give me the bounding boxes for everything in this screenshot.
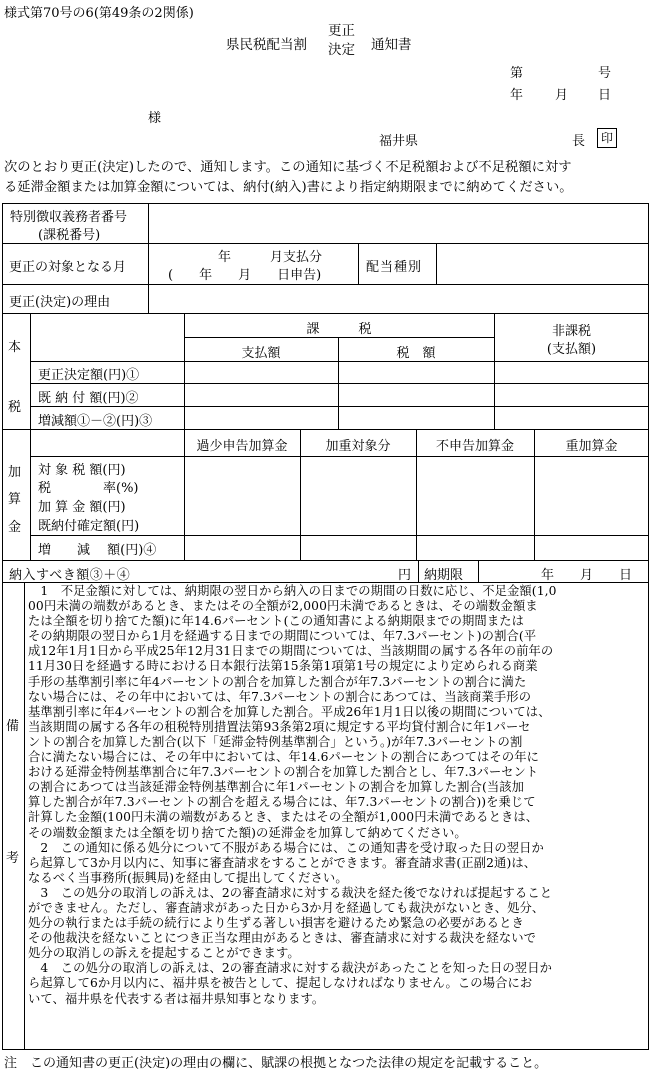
note-line: おける延滞金特例基準割合に年7.3パーセントの割合を加算した割合とし、年7.3パーセント: [28, 765, 539, 780]
side-label-zei: 税: [8, 400, 22, 415]
label-deadline: 納期限: [424, 568, 464, 583]
side-label-ko: 考: [6, 851, 20, 866]
header-underreport-penalty: 過少申告加算金: [196, 439, 288, 454]
note-line: ら起算して6か月以内に、福井県を被告として、提起しなければなりません。この場合にお: [28, 976, 533, 991]
row-paid-amount: 既 納 付 額(円)②: [38, 391, 139, 406]
row-penalty-amount: 加 算 金 額(円): [38, 500, 126, 515]
footnote: 注 この通知書の更正(決定)の理由の欄に、賦課の根拠となつた法律の規定を記載すること。: [4, 1056, 548, 1071]
note-line: 3 この処分の取消しの訴えは、2の審査請求に対する裁決を経た後でなければ提起すること: [28, 885, 553, 900]
header-taxable: 課 税: [306, 322, 372, 337]
label-tax-number: (課税番号): [38, 228, 101, 243]
note-line: 00円未満の端数があるとき、またはその全額が2,000円未満であるときは、その端数金額ま: [28, 599, 538, 614]
label-reason: 更正(決定)の理由: [9, 295, 111, 310]
note-line: 手形の基準割引率に年4パーセントの割合を加算した割合が年7.3パーセントの割合に満た: [28, 674, 527, 689]
note-line: ができません。ただし、審査請求があった日から3か月を経過しても裁決がないとき、処分、: [28, 900, 545, 915]
header-nontaxable-sub: (支払額): [546, 342, 597, 357]
intro-line-2: る延滞金額または加算金額については、納付(納入)書により指定納期限までに納めてください。: [4, 180, 573, 195]
header-tax-amount: 税 額: [396, 346, 436, 361]
note-line: 処分の執行または手続の続行により生ずる著しい損害を避けるため緊急の必要があるとき: [28, 916, 524, 931]
date-month: 月: [555, 88, 569, 103]
label-dividend-type: 配当種別: [366, 260, 423, 275]
title-right: 通知書: [371, 37, 412, 53]
note-line: 1 不足金額に対しては、納期限の翌日から納入の日までの期間の日数に応じ、不足金額(1,0: [28, 584, 557, 598]
row-increase-decrease: 増 減 額(円)④: [38, 543, 157, 558]
note-line: その他裁決を経ないことにつき正当な理由があるときは、審査請求に対する裁決を経ないで: [28, 931, 537, 946]
label-target-month: 更正の対象となる月: [9, 260, 127, 275]
note-line: 合に満たない場合には、その年中においては、年14.6パーセントの割合にあつてはその年に: [28, 750, 540, 765]
row-target-tax: 対 象 税 額(円): [38, 463, 126, 478]
side-label-bi: 備: [6, 719, 20, 734]
side-label-kin: 金: [8, 520, 22, 535]
note-line: 11月30日を経過する時における日本銀行法第15条第1項第1号の規定により定められる商業: [28, 659, 538, 674]
target-payment-month: 年 月支払分: [218, 250, 323, 265]
note-line: なるべく当事務所(振興局)を経由して提出してください。: [28, 870, 348, 885]
side-label-ka: 加: [8, 465, 22, 480]
date-day: 日: [598, 88, 612, 103]
note-line: 4 この処分の取消しの訴えは、2の審査請求に対する裁決があったことを知った日の翌日か: [28, 961, 552, 976]
note-line: 算した割合が年7.3パーセントの割合を超える場合には、年7.3パーセントの割合))を乗じて: [28, 795, 536, 810]
notes-body: [28, 584, 648, 1007]
label-withholding-number: 特別徴収義務者番号: [10, 210, 128, 225]
note-line: その納期限の翌日から1月を経過する日までの期間については、年7.3パーセント)の割合(平: [28, 629, 537, 644]
note-line: 基準割引率に年4パーセントの割合を加算した割合。平成26年1月1日以後の期間については、: [28, 704, 551, 719]
row-paid-confirmed: 既納付確定額(円): [38, 519, 140, 534]
header-nonfiling-penalty: 不申告加算金: [435, 439, 514, 454]
issuer-title: 長: [572, 134, 586, 149]
note-line: 計算した金額(100円未満の端数があるとき、またはその全額が1,000円未満であるときは、: [28, 810, 539, 825]
issuer-prefecture: 福井県: [379, 134, 419, 149]
row-difference: 増減額①－②(円)③: [38, 414, 153, 429]
date-year: 年: [510, 88, 524, 103]
note-line: の割合にあつては当該延滞金特例基準割合に年1パーセントの割合を加算した割合(当該加: [28, 780, 525, 795]
note-line: 処分の取消しの訴えを提起することができます。: [28, 946, 300, 961]
title-left: 県民税配当割: [226, 37, 307, 53]
header-heavy-target: 加重対象分: [325, 439, 391, 454]
target-filing-date: ( 年 月 日申告): [168, 268, 322, 283]
note-line: 2 この通知に係る処分について不服がある場合には、この通知書を受け取った日の翌日か: [28, 840, 544, 855]
row-tax-rate: 税 率(%): [38, 481, 139, 496]
note-line: たは全額を切り捨てた額)に年14.6パーセント(この通知書による納期限までの期間または: [28, 614, 525, 629]
note-line: その端数金額または全額を切り捨てた額)の延滞金を加算して納めてください。: [28, 825, 467, 840]
form-number: 様式第70号の6(第49条の2関係): [4, 6, 194, 21]
seal-mark: 印: [597, 128, 617, 148]
note-line: いて、福井県を代表する者は福井県知事となります。: [28, 991, 325, 1006]
side-label-hon: 本: [8, 340, 22, 355]
label-amount-due: 納入すべき額③＋④: [9, 568, 131, 583]
note-line: ない場合には、その年中においては、年7.3パーセントの割合にあつては、当該商業手形の: [28, 689, 532, 704]
header-nontaxable: 非課税: [551, 324, 591, 339]
amount-unit-yen: 円: [398, 568, 412, 583]
doc-no-suffix: 号: [598, 66, 612, 81]
side-label-san: 算: [8, 492, 22, 507]
header-heavy-penalty: 重加算金: [565, 439, 618, 454]
note-line: 当該期間の属する各年の租税特別措置法第93条第2項に規定する平均貸付割合に年1パーセ: [28, 719, 531, 734]
deadline-date: 年 月 日: [541, 568, 633, 583]
header-payment-amount: 支払額: [241, 346, 281, 361]
doc-no-prefix: 第: [510, 66, 524, 81]
row-corrected-amount: 更正決定額(円)①: [38, 368, 140, 383]
note-line: ら起算して3か月以内に、知事に審査請求をすることができます。審査請求書(正副2通)は、: [28, 855, 537, 870]
title-correction: 更正: [328, 23, 355, 39]
note-line: 成12年1月1日から平成25年12月31日までの期間については、当該期間の属する各年の前年の: [28, 644, 554, 659]
note-line: ントの割合を加算した割合(以下「延滞金特例基準割合」という。)が年7.3パーセントの割: [28, 734, 523, 749]
title-decision: 決定: [328, 42, 355, 58]
intro-line-1: 次のとおり更正(決定)したので、通知します。この通知に基づく不足税額および不足税額に対す: [4, 160, 572, 175]
addressee-suffix: 様: [148, 111, 162, 126]
